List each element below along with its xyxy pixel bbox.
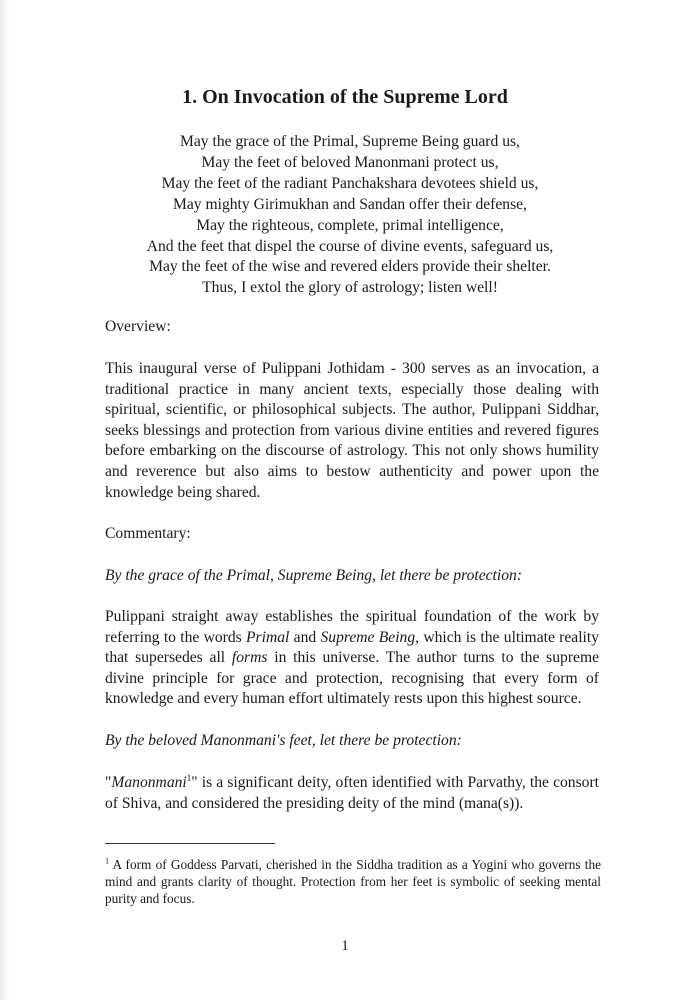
para1-text: Pulippani straight away establishes the spiritual foundation of the work by referring to the words bbox=[105, 608, 599, 646]
verse-line: And the feet that dispel the course of divine events, safeguard us, bbox=[146, 237, 554, 255]
footnote-marker: 1 bbox=[105, 856, 109, 866]
footnote-divider bbox=[105, 843, 275, 844]
commentary-label: Commentary: bbox=[105, 525, 191, 542]
para1-emphasis-forms: forms bbox=[231, 649, 268, 667]
overview-paragraph: This inaugural verse of Pulippani Jothidam - 300 serves as an invocation, a traditional practice in many ancient texts, especially those dealing with spiritual, scientific, or philosophical subjects. The author, Pulippani Siddhar, seeks blessings and protection from various divine entities and revered figures before embarking on the discourse of astrology. This not only shows humility and reverence but also aims to bestow authenticity and power upon the knowledge being shared. bbox=[105, 360, 599, 501]
commentary-paragraph-1 bbox=[105, 607, 599, 710]
verse-line: May the feet of the wise and revered elders provide their shelter. bbox=[149, 258, 551, 276]
para1-text: in this universe. The author turns to the supreme divine principle for grace and protection, recognising that every form of knowledge and every human effort ultimately rests upon this highest source. bbox=[105, 649, 600, 708]
para2-text: is a significant deity, often identified with Parvathy, the consort of Shiva, and considered the presiding deity of the mind (mana(s)). bbox=[105, 774, 599, 812]
page-left-edge bbox=[0, 0, 10, 1000]
quote-close: " bbox=[191, 774, 198, 791]
para1-text: and bbox=[289, 628, 321, 646]
chapter-title: 1. On Invocation of the Supreme Lord bbox=[182, 86, 508, 108]
footnote-reference[interactable]: 1 bbox=[186, 772, 192, 783]
commentary-heading-1: By the grace of the Primal, Supreme Being, let there be protection: bbox=[105, 567, 523, 584]
verse-line: May the righteous, complete, primal intelligence, bbox=[196, 216, 504, 234]
verse-line: May the feet of beloved Manonmani protect us, bbox=[201, 153, 499, 171]
para1-text: , which is the ultimate reality that supersedes all bbox=[105, 628, 599, 667]
quote-open: " bbox=[105, 774, 112, 791]
footnote bbox=[105, 856, 601, 908]
page-number: 1 bbox=[341, 938, 349, 954]
para1-emphasis-primal: Primal bbox=[246, 628, 290, 646]
verse-line: May the feet of the radiant Panchakshara devotees shield us, bbox=[161, 174, 539, 192]
commentary-paragraph-2 bbox=[105, 773, 599, 814]
para1-emphasis-supreme-being: Supreme Being bbox=[320, 628, 416, 646]
verse-line: Thus, I extol the glory of astrology; listen well! bbox=[202, 279, 498, 297]
footnote-text: A form of Goddess Parvati, cherished in the Siddha tradition as a Yogini who governs the mind and grants clarity of thought. Protection from her feet is symbolic of seeking mental purity and focus. bbox=[105, 857, 601, 907]
overview-label: Overview: bbox=[105, 318, 171, 335]
verse-line: May the grace of the Primal, Supreme Being guard us, bbox=[180, 133, 520, 150]
commentary-heading-2: By the beloved Manonmani's feet, let there be protection: bbox=[105, 732, 462, 749]
verse-line: May mighty Girimukhan and Sandan offer their defense, bbox=[173, 195, 527, 213]
invocation-verse bbox=[60, 132, 640, 299]
manonmani-term: Manonmani bbox=[111, 774, 187, 791]
